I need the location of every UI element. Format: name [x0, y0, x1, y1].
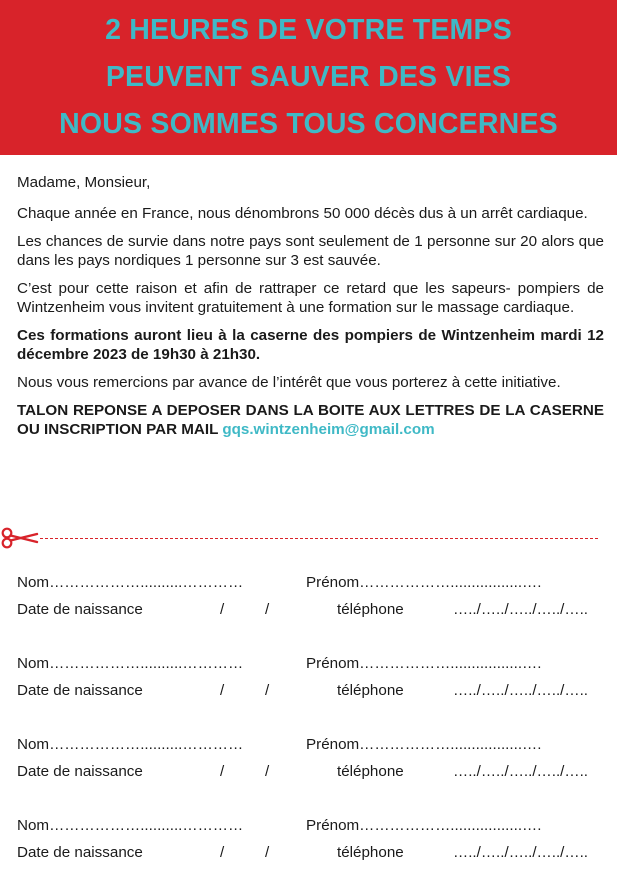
birthdate-slash: /	[220, 763, 225, 780]
phone-label: téléphone	[337, 601, 404, 618]
phone-label: téléphone	[337, 682, 404, 699]
nom-field[interactable]: Nom………………..........…………	[17, 817, 244, 834]
phone-field[interactable]: …../…../…../…../…..	[453, 601, 589, 618]
paragraph-reply-instructions	[17, 401, 604, 439]
details-row	[17, 758, 607, 785]
reply-form	[17, 569, 607, 893]
form-entry	[17, 731, 607, 812]
header-banner	[0, 0, 617, 155]
form-entry	[17, 650, 607, 731]
paragraph-invitation: C’est pour cette raison et afin de rattraper ce retard que les sapeurs- pompiers de Wintzenheim vous invitent gratuitement à une formation sur le massage cardiaque.	[17, 280, 604, 316]
prenom-field[interactable]: Prénom……………….................….	[306, 574, 542, 591]
paragraph-statistics: Chaque année en France, nous dénombrons 50 000 décès dus à un arrêt cardiaque.	[17, 205, 588, 222]
birthdate-slash: /	[220, 601, 225, 618]
name-row	[17, 650, 607, 677]
banner-line-1: 2 HEURES DE VOTRE TEMPS	[105, 14, 512, 46]
form-entry	[17, 812, 607, 893]
banner-line-2: PEUVENT SAUVER DES VIES	[105, 61, 512, 93]
name-row	[17, 569, 607, 596]
nom-field[interactable]: Nom………………..........…………	[17, 574, 244, 591]
reply-instructions-text: TALON REPONSE A DEPOSER DANS LA BOITE AUX LETTRES DE LA CASERNE OU INSCRIPTION PAR MAIL	[17, 402, 604, 438]
name-row	[17, 812, 607, 839]
greeting: Madame, Monsieur,	[17, 174, 151, 191]
birthdate-slash: /	[220, 682, 225, 699]
phone-field[interactable]: …../…../…../…../…..	[453, 682, 589, 699]
birthdate-label: Date de naissance	[17, 844, 143, 861]
letter-body	[17, 173, 604, 448]
birthdate-slash: /	[220, 844, 225, 861]
paragraph-date-location: Ces formations auront lieu à la caserne des pompiers de Wintzenheim mardi 12 décembre 2023 de 19h30 à 21h30.	[17, 327, 604, 363]
birthdate-slash: /	[265, 763, 270, 780]
name-row	[17, 731, 607, 758]
details-row	[17, 839, 607, 866]
dashed-cut-line	[40, 538, 598, 539]
cut-here-line	[0, 527, 617, 551]
scissors-icon	[0, 525, 40, 551]
phone-label: téléphone	[337, 763, 404, 780]
paragraph-survival: Les chances de survie dans notre pays sont seulement de 1 personne sur 20 alors que dans les pays nordiques 1 personne sur 3 est sauvée.	[17, 233, 604, 269]
prenom-field[interactable]: Prénom……………….................….	[306, 817, 542, 834]
details-row	[17, 596, 607, 623]
form-entry	[17, 569, 607, 650]
nom-field[interactable]: Nom………………..........…………	[17, 655, 244, 672]
banner-line-3: NOUS SOMMES TOUS CONCERNES	[59, 108, 558, 140]
birthdate-label: Date de naissance	[17, 763, 143, 780]
prenom-field[interactable]: Prénom……………….................….	[306, 736, 542, 753]
nom-field[interactable]: Nom………………..........…………	[17, 736, 244, 753]
birthdate-label: Date de naissance	[17, 601, 143, 618]
birthdate-slash: /	[265, 601, 270, 618]
birthdate-slash: /	[265, 844, 270, 861]
prenom-field[interactable]: Prénom……………….................….	[306, 655, 542, 672]
phone-field[interactable]: …../…../…../…../…..	[453, 844, 589, 861]
birthdate-label: Date de naissance	[17, 682, 143, 699]
phone-label: téléphone	[337, 844, 404, 861]
birthdate-slash: /	[265, 682, 270, 699]
details-row	[17, 677, 607, 704]
phone-field[interactable]: …../…../…../…../…..	[453, 763, 589, 780]
paragraph-thanks: Nous vous remercions par avance de l’intérêt que vous porterez à cette initiative.	[17, 374, 561, 391]
contact-email-link[interactable]: gqs.wintzenheim@gmail.com	[222, 421, 435, 438]
